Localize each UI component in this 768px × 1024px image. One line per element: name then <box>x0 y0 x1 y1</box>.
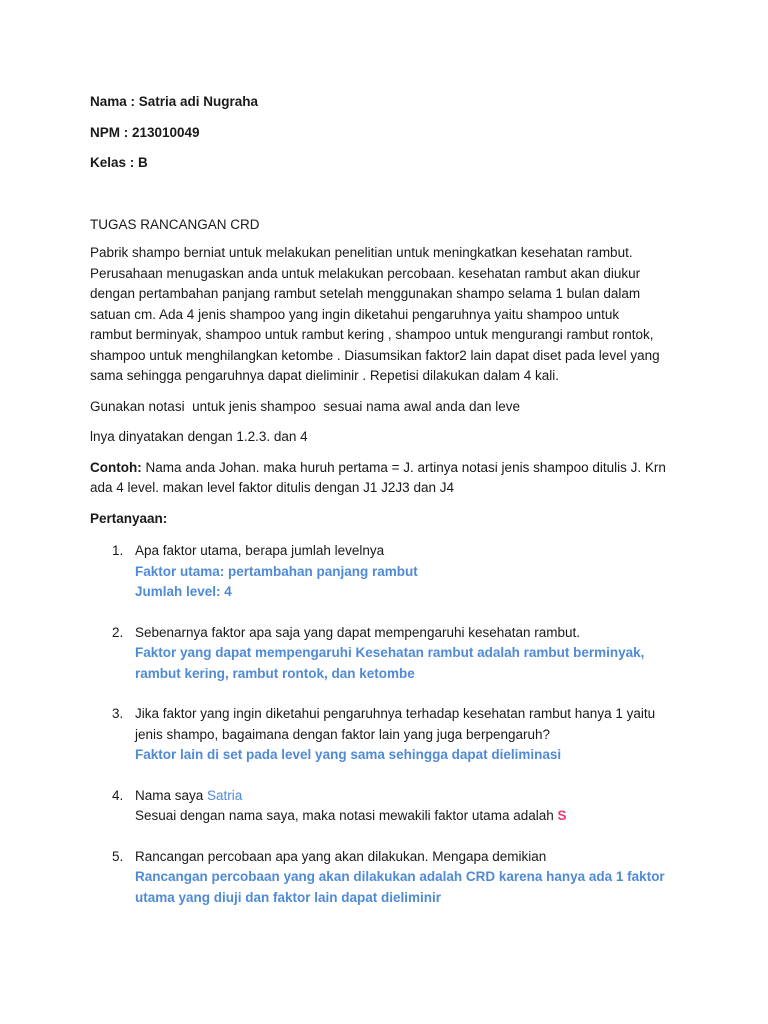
paragraph-line: rambut berminyak, shampoo untuk rambut kering , shampoo untuk mengurangi rambut rontok, <box>90 327 654 342</box>
question-number: 2. <box>112 624 124 640</box>
paragraph-line: shampoo untuk menghilangkan ketombe . Diasumsikan faktor2 lain dapat diset pada level yang <box>90 347 660 363</box>
question-text: Jika faktor yang ingin diketahui pengaruhnya terhadap kesehatan rambut hanya 1 yaitu <box>135 706 656 721</box>
student-npm: NPM : 213010049 <box>90 124 200 140</box>
answer-text: Faktor lain di set pada level yang sama sehingga dapat dieliminasi <box>135 747 562 762</box>
answer-text: Faktor utama: pertambahan panjang rambut <box>135 563 418 579</box>
student-class: Kelas : B <box>90 155 148 170</box>
notation-instruction: Gunakan notasi untuk jenis shampoo sesuai nama awal anda dan leve <box>90 398 521 414</box>
answer-text: Faktor yang dapat mempengaruhi Kesehatan rambut adalah rambut berminyak, <box>135 645 645 660</box>
answer-text: Sesuai dengan nama saya, maka notasi mewakili faktor utama adalah <box>135 808 558 823</box>
question-item-3 <box>90 704 690 766</box>
question-text: Nama saya <box>135 787 208 803</box>
example-text-line2: ada 4 level. makan level faktor ditulis dengan J1 J2J3 dan J4 <box>90 480 454 495</box>
question-text: Apa faktor utama, berapa jumlah levelnya <box>135 543 385 558</box>
level-instruction: lnya dinyatakan dengan 1.2.3. dan 4 <box>90 429 308 444</box>
question-number: 5. <box>112 848 124 864</box>
paragraph-line: Perusahaan menugaskan anda untuk melakukan percobaan. kesehatan rambut akan diukur <box>90 265 641 281</box>
example-paragraph <box>90 458 690 499</box>
example-label: Contoh: <box>90 459 142 475</box>
problem-paragraph <box>90 243 690 387</box>
question-text: Sebenarnya faktor apa saja yang dapat mempengaruhi kesehatan rambut. <box>135 624 581 640</box>
question-number: 3. <box>112 706 124 721</box>
example-text: Nama anda Johan. maka huruh pertama = J. artinya notasi jenis shampoo ditulis J. Krn <box>141 459 666 475</box>
notation-letter: S <box>557 808 567 823</box>
answer-text: Jumlah level: 4 <box>135 584 232 599</box>
question-number: 4. <box>112 787 124 803</box>
student-name: Nama : Satria adi Nugraha <box>90 94 259 109</box>
document-page <box>90 92 690 928</box>
question-text: jenis shampo, bagaimana dengan faktor lain yang juga berpengaruh? <box>135 726 551 742</box>
question-item-1 <box>90 541 690 603</box>
answer-text: Rancangan percobaan yang akan dilakukan adalah CRD karena hanya ada 1 faktor <box>135 869 665 884</box>
paragraph-line: sama sehingga pengaruhnya dapat dieliminir . Repetisi dilakukan dalam 4 kali. <box>90 368 560 383</box>
question-number: 1. <box>112 543 124 558</box>
question-item-2 <box>90 623 690 685</box>
question-list <box>90 541 690 908</box>
question-item-5 <box>90 847 690 909</box>
question-item-4 <box>90 786 690 827</box>
paragraph-line: Pabrik shampo berniat untuk melakukan penelitian untuk meningkatkan kesehatan rambut. <box>90 245 633 260</box>
assignment-title: TUGAS RANCANGAN CRD <box>90 216 260 232</box>
answer-text: rambut kering, rambut rontok, dan ketombe <box>135 665 415 681</box>
paragraph-line: dengan pertambahan panjang rambut setelah menggunakan shampo selama 1 bulan dalam <box>90 286 641 301</box>
question-text: Rancangan percobaan apa yang akan dilakukan. Mengapa demikian <box>135 848 547 864</box>
questions-label: Pertanyaan: <box>90 510 168 526</box>
paragraph-line: satuan cm. Ada 4 jenis shampoo yang ingin diketahui pengaruhnya yaitu shampoo untuk <box>90 306 620 322</box>
student-first-name: Satria <box>207 787 243 803</box>
answer-text: utama yang diuji dan faktor lain dapat dieliminir <box>135 889 442 905</box>
